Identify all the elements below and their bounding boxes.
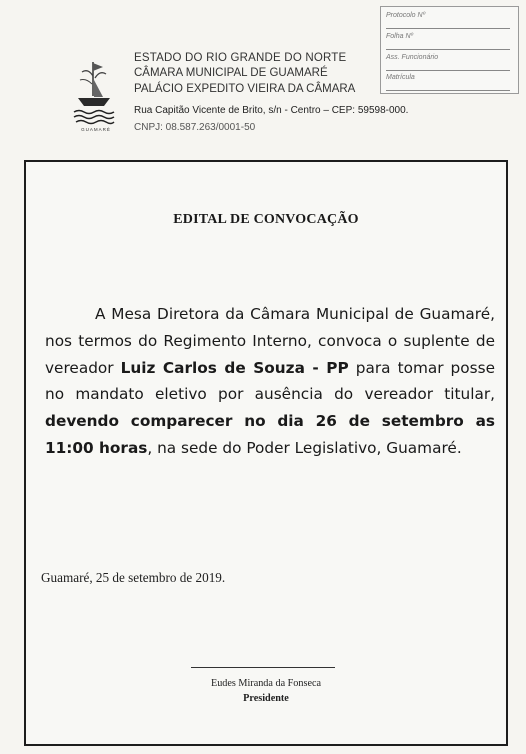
header-cnpj: CNPJ: 08.587.263/0001-50 bbox=[134, 122, 256, 133]
document-date: Guamaré, 25 de setembro de 2019. bbox=[41, 570, 226, 585]
stamp-folha: Folha Nº bbox=[386, 31, 510, 50]
header-chamber: CÂMARA MUNICIPAL DE GUAMARÉ bbox=[134, 67, 328, 79]
document-title: EDITAL DE CONVOCAÇÃO bbox=[173, 212, 359, 227]
signatory-name: Eudes Miranda da Fonseca bbox=[210, 678, 322, 689]
logo-text: GUAMARÉ bbox=[81, 127, 111, 132]
stamp-funcionario: Ass. Funcionário bbox=[386, 52, 510, 71]
stamp-protocolo: Protocolo Nº bbox=[386, 10, 510, 29]
signatory-role: Presidente bbox=[243, 693, 289, 704]
document-frame bbox=[24, 160, 508, 746]
stamp-matricula: Matrícula bbox=[386, 72, 510, 91]
body-part-1: A Mesa Diretora da Câmara Municipal de Guamaré, nos termos do Regimento Interno, convoca o suplente de vereador bbox=[45, 305, 495, 377]
header-address: Rua Capitão Vicente de Brito, s/n - Centro – CEP: 59598-000. bbox=[134, 105, 409, 116]
header-palace: PALÁCIO EXPEDITO VIEIRA DA CÂMARA bbox=[134, 83, 356, 95]
body-appointment: devendo comparecer no dia 26 de setembro as 11:00 horas bbox=[45, 412, 495, 457]
header-state: ESTADO DO RIO GRANDE DO NORTE bbox=[134, 52, 347, 64]
body-substitute-name: Luiz Carlos de Souza - PP bbox=[120, 358, 349, 377]
protocol-stamp bbox=[380, 6, 519, 94]
body-part-5: , na sede do Poder Legislativo, Guamaré. bbox=[147, 438, 462, 457]
signature-line bbox=[191, 667, 335, 668]
chamber-logo bbox=[70, 58, 120, 136]
document-body bbox=[45, 301, 495, 462]
body-part-3: para tomar posse no mandato eletivo por ausência do vereador titular, bbox=[45, 358, 495, 404]
